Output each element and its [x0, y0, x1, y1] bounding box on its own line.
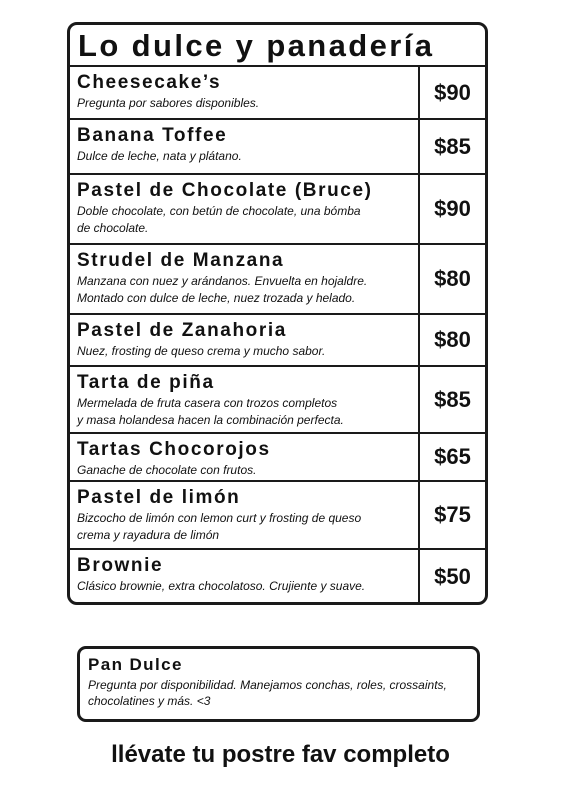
menu-item-name: Pastel de Chocolate (Bruce) [77, 180, 373, 201]
menu-item-price: $85 [434, 133, 471, 159]
menu-item-name: Strudel de Manzana [77, 250, 285, 271]
menu-item-price: $50 [434, 564, 471, 589]
menu-item-name: Cheesecake’s [77, 72, 222, 93]
menu-item-name: Brownie [77, 555, 164, 576]
menu-item-description: Ganache de chocolate con frutos. [77, 463, 257, 477]
menu-item-description: Pregunta por sabores disponibles. [77, 96, 260, 110]
menu-item-row [70, 550, 485, 604]
menu-item-name: Pastel de Zanahoria [77, 320, 287, 341]
footer-tagline: llévate tu postre fav completo [111, 741, 450, 768]
menu-item-description: Nuez, frosting de queso crema y mucho sabor. [77, 344, 326, 358]
menu-item-list [70, 67, 485, 604]
pan-dulce-box [77, 646, 480, 722]
menu-item-description: Mermelada de fruta casera con trozos completos y masa holandesa hacen la combinación perfecta. [77, 396, 344, 427]
menu-item-description: Bizcocho de limón con lemon curt y frosting de queso crema y rayadura de limón [77, 511, 362, 542]
menu-item-price: $80 [434, 327, 471, 352]
menu-item-row [70, 434, 485, 482]
menu-item-info [70, 482, 420, 548]
pan-dulce-description: Pregunta por disponibilidad. Manejamos conchas, roles, crossaints, chocolatines y más. <3 [88, 678, 447, 708]
menu-item-description: Clásico brownie, extra chocolatoso. Crujiente y suave. [77, 579, 366, 593]
menu-item-row [70, 245, 485, 315]
menu-item-description: Manzana con nuez y arándanos. Envuelta en hojaldre. Montado con dulce de leche, nuez trozada y helado. [77, 274, 368, 305]
menu-item-name: Banana Toffee [77, 125, 228, 146]
menu-item-info [70, 367, 420, 432]
menu-item-info [70, 120, 420, 173]
menu-item-info [70, 175, 420, 243]
menu-item-name: Tarta de piña [77, 372, 215, 393]
menu-item-name: Pastel de limón [77, 487, 241, 508]
menu-item-price: $85 [434, 386, 471, 412]
menu-item-row [70, 482, 485, 550]
pan-dulce-name: Pan Dulce [88, 655, 183, 674]
menu-item-price: $75 [434, 502, 471, 527]
menu-item-price: $80 [434, 266, 471, 291]
menu-item-row [70, 120, 485, 175]
menu-item-description: Doble chocolate, con betún de chocolate, una bómba de chocolate. [77, 204, 361, 235]
menu-item-info [70, 67, 420, 118]
dessert-menu [67, 22, 488, 605]
menu-item-info [70, 550, 420, 604]
menu-item-price: $90 [434, 196, 471, 221]
menu-item-info [70, 434, 420, 480]
menu-title: Lo dulce y panadería [70, 25, 485, 67]
menu-item-info [70, 315, 420, 365]
menu-item-row [70, 67, 485, 120]
menu-item-row [70, 175, 485, 245]
menu-item-row [70, 367, 485, 434]
menu-item-name: Tartas Chocorojos [77, 439, 271, 460]
menu-item-price: $90 [434, 79, 471, 105]
menu-item-row [70, 315, 485, 367]
menu-item-info [70, 245, 420, 313]
menu-item-description: Dulce de leche, nata y plátano. [77, 149, 242, 163]
menu-item-price: $65 [434, 444, 471, 469]
